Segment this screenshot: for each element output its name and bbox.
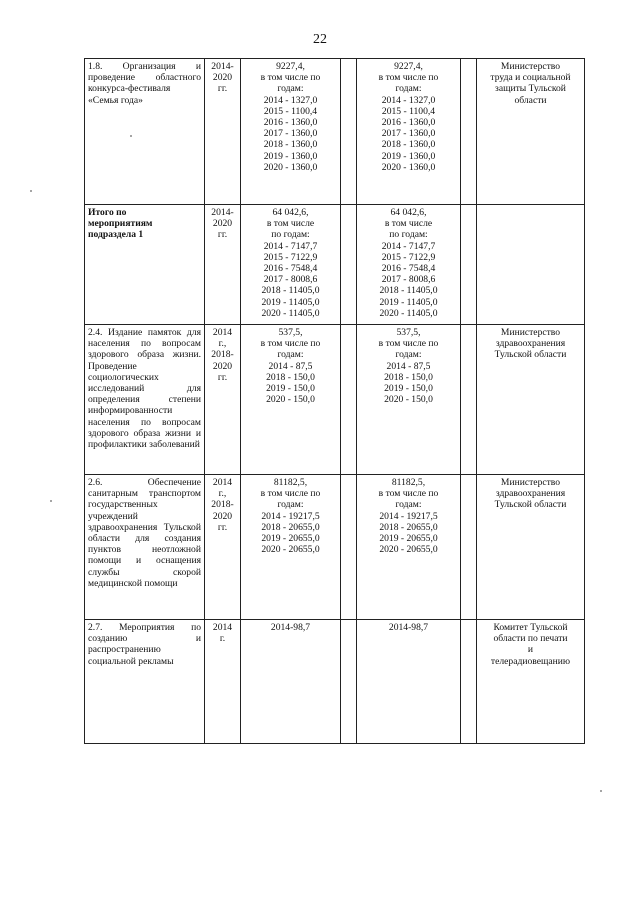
table-row: [85, 325, 585, 475]
cell-line: 2014: [212, 477, 233, 488]
cell-line: по годам:: [271, 229, 310, 241]
cell-line: 2020: [212, 510, 233, 522]
cell-line: 2019 - 150,0: [266, 383, 315, 395]
cell-line: годам:: [277, 499, 304, 511]
cell-line: в том числе по: [260, 338, 321, 350]
cell-line: 2019 - 150,0: [384, 383, 433, 395]
cell-line: области по печати: [493, 633, 568, 645]
cell-line: труда и социальной: [490, 72, 571, 84]
cell-line: 2020 - 150,0: [384, 394, 433, 406]
cell-line: 2016 - 1360,0: [263, 117, 318, 129]
empty-cell: [341, 205, 357, 325]
cell-line: 2014-98,7: [270, 622, 311, 633]
cell-line: 2018 - 150,0: [266, 371, 315, 383]
event-name-cell: [85, 620, 205, 744]
table-row: [85, 475, 585, 620]
empty-cell: [341, 475, 357, 620]
event-name-cell: [85, 205, 205, 325]
cell-line: подраздела 1: [88, 229, 144, 241]
cell-line: 2019 - 1360,0: [381, 150, 436, 162]
cell-line: 2020 - 11405,0: [379, 307, 438, 319]
empty-cell: [461, 59, 477, 205]
cell-line: 2018 - 20655,0: [379, 521, 438, 533]
executor-cell: [477, 475, 585, 620]
cell-line: 2014: [212, 327, 233, 338]
cell-line: 2014-: [211, 61, 234, 72]
cell-line: 81182,5,: [391, 477, 426, 488]
cell-line: 2018 - 20655,0: [261, 521, 320, 533]
period-cell: [205, 205, 241, 325]
scan-speck: [30, 190, 32, 192]
executor-cell: [477, 205, 585, 325]
cell-line: г.,: [218, 338, 227, 350]
funding-budget-cell: [357, 475, 461, 620]
cell-line: 2016 - 7548,4: [263, 263, 318, 275]
cell-line: 2.6. Обеспечение санитарным транспортом государственных учреждений здравоохранения Тульской области для создания пунктов неотложной помощи и оснащения службы скорой медицинской помощи: [88, 477, 201, 589]
cell-line: годам:: [277, 349, 304, 361]
cell-line: 2018-: [211, 499, 234, 511]
cell-line: 2020: [212, 360, 233, 372]
empty-cell: [461, 325, 477, 475]
funding-budget-cell: [357, 59, 461, 205]
funding-total-cell: [241, 475, 341, 620]
cell-line: телерадиовещанию: [490, 655, 571, 667]
cell-line: по годам:: [389, 229, 428, 241]
event-name-cell: [85, 59, 205, 205]
empty-cell: [341, 325, 357, 475]
cell-line: годам:: [395, 499, 422, 511]
cell-line: 2014 - 19217,5: [379, 510, 438, 522]
cell-line: 2014: [212, 622, 233, 633]
scan-speck: [50, 500, 52, 502]
cell-line: 2018 - 150,0: [384, 371, 433, 383]
funding-total-cell: [241, 620, 341, 744]
cell-line: гг.: [217, 371, 228, 383]
cell-line: мероприятиям: [88, 218, 153, 230]
cell-line: 2017 - 1360,0: [263, 128, 318, 140]
cell-line: области: [514, 94, 547, 106]
cell-line: 2017 - 8008,6: [381, 274, 436, 286]
cell-line: 2020 - 11405,0: [261, 307, 320, 319]
cell-line: г.: [219, 633, 226, 645]
cell-line: 2020 - 1360,0: [381, 161, 436, 173]
cell-line: 64 042,6,: [272, 207, 309, 218]
cell-line: Министерство: [500, 327, 561, 338]
cell-line: Комитет Тульской: [493, 622, 568, 633]
cell-line: 2019 - 20655,0: [379, 533, 438, 545]
cell-line: 9227,4,: [276, 61, 305, 72]
cell-line: и: [527, 644, 534, 656]
empty-cell: [461, 620, 477, 744]
cell-line: в том числе: [384, 218, 433, 230]
cell-line: 2020 - 1360,0: [263, 161, 318, 173]
empty-cell: [461, 475, 477, 620]
empty-cell: [461, 205, 477, 325]
cell-line: 2014 - 87,5: [268, 360, 313, 372]
cell-line: Тульской области: [494, 349, 567, 361]
cell-line: в том числе по: [378, 338, 439, 350]
cell-line: 537,5,: [396, 327, 421, 338]
table-row: [85, 205, 585, 325]
cell-line: 2014 - 1327,0: [263, 94, 318, 106]
cell-line: 2020: [212, 218, 233, 230]
cell-line: 2019 - 1360,0: [263, 150, 318, 162]
cell-line: здравоохранения: [495, 488, 566, 500]
cell-line: в том числе по: [378, 488, 439, 500]
cell-line: 2019 - 20655,0: [261, 533, 320, 545]
cell-line: 2020 - 20655,0: [261, 544, 320, 556]
executor-cell: [477, 620, 585, 744]
cell-line: г.,: [218, 488, 227, 500]
cell-line: 2015 - 7122,9: [381, 251, 436, 263]
cell-line: гг.: [217, 83, 228, 95]
executor-cell: [477, 59, 585, 205]
period-cell: [205, 325, 241, 475]
cell-line: в том числе по: [260, 488, 321, 500]
cell-line: Министерство: [500, 477, 561, 488]
cell-line: 2014 - 7147,7: [381, 240, 436, 252]
cell-line: 64 042,6,: [390, 207, 427, 218]
cell-line: 2014-98,7: [388, 622, 429, 633]
cell-line: здравоохранения: [495, 338, 566, 350]
cell-line: Итого по: [88, 207, 127, 218]
funding-budget-cell: [357, 620, 461, 744]
cell-line: 9227,4,: [394, 61, 423, 72]
period-cell: [205, 620, 241, 744]
period-cell: [205, 59, 241, 205]
cell-line: годам:: [277, 83, 304, 95]
cell-line: 2014 - 19217,5: [261, 510, 320, 522]
cell-line: 2016 - 1360,0: [381, 117, 436, 129]
cell-line: защиты Тульской: [495, 83, 566, 95]
cell-line: 2015 - 1100,4: [381, 105, 436, 117]
cell-line: 2014 - 7147,7: [263, 240, 318, 252]
cell-line: 2014 - 87,5: [386, 360, 431, 372]
scan-speck: [600, 790, 602, 792]
cell-line: 2.4. Издание памяток для населения по вопросам здорового образа жизни. Проведение социологических исследований для определения степени информированности населения по вопросам здорового образа жизни и профилактики заболеваний: [88, 327, 201, 451]
cell-line: 81182,5,: [273, 477, 308, 488]
cell-line: гг.: [217, 229, 228, 241]
cell-line: 2014-: [211, 207, 234, 218]
funding-total-cell: [241, 325, 341, 475]
cell-line: 2017 - 8008,6: [263, 274, 318, 286]
page-number: 22: [313, 32, 327, 47]
empty-cell: [341, 59, 357, 205]
cell-line: Министерство: [500, 61, 561, 72]
funding-budget-cell: [357, 205, 461, 325]
event-name-cell: [85, 475, 205, 620]
cell-line: в том числе по: [260, 72, 321, 84]
cell-line: 2018 - 1360,0: [263, 139, 318, 151]
scan-speck: [130, 135, 132, 137]
funding-total-cell: [241, 205, 341, 325]
cell-line: 2018 - 11405,0: [261, 285, 320, 297]
cell-line: 2017 - 1360,0: [381, 128, 436, 140]
cell-line: в том числе: [266, 218, 315, 230]
empty-cell: [341, 620, 357, 744]
cell-line: 2020 - 20655,0: [379, 544, 438, 556]
cell-line: 2016 - 7548,4: [381, 263, 436, 275]
event-name-cell: [85, 325, 205, 475]
cell-line: 2015 - 1100,4: [263, 105, 318, 117]
cell-line: 2019 - 11405,0: [261, 296, 320, 308]
program-table: [84, 58, 585, 744]
cell-line: годам:: [395, 349, 422, 361]
cell-line: 2015 - 7122,9: [263, 251, 318, 263]
cell-line: 1.8. Организация и проведение областного конкурса-фестиваля «Семья года»: [88, 61, 201, 106]
cell-line: 2018 - 1360,0: [381, 139, 436, 151]
cell-line: гг.: [217, 521, 228, 533]
executor-cell: [477, 325, 585, 475]
cell-line: 2019 - 11405,0: [379, 296, 438, 308]
cell-line: 2020: [212, 72, 233, 84]
funding-budget-cell: [357, 325, 461, 475]
cell-line: годам:: [395, 83, 422, 95]
cell-line: в том числе по: [378, 72, 439, 84]
cell-line: 537,5,: [278, 327, 303, 338]
cell-line: 2.7. Мероприятия по созданию и распространению социальной рекламы: [88, 622, 201, 667]
cell-line: 2018 - 11405,0: [379, 285, 438, 297]
cell-line: 2014 - 1327,0: [381, 94, 436, 106]
cell-line: 2020 - 150,0: [266, 394, 315, 406]
funding-total-cell: [241, 59, 341, 205]
table-row: [85, 59, 585, 205]
cell-line: 2018-: [211, 349, 234, 361]
table-row: [85, 620, 585, 744]
period-cell: [205, 475, 241, 620]
cell-line: Тульской области: [494, 499, 567, 511]
